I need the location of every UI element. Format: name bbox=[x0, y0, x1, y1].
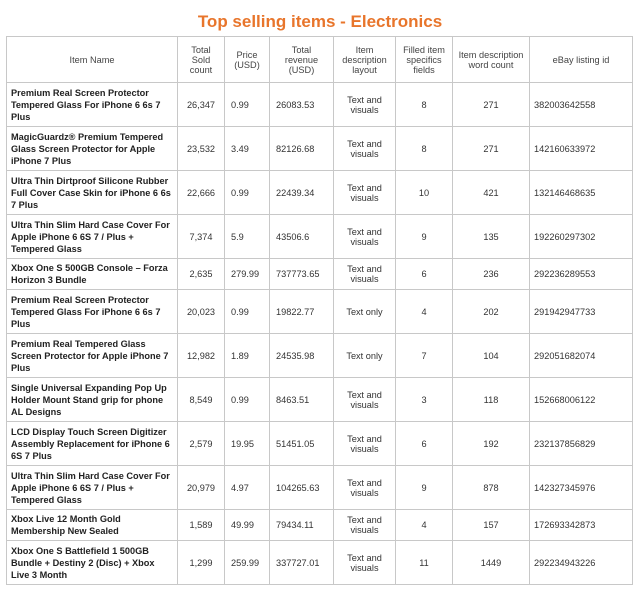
cell-total-sold: 20,023 bbox=[178, 290, 225, 334]
cell-total-revenue: 8463.51 bbox=[270, 378, 334, 422]
cell-word-count: 118 bbox=[453, 378, 530, 422]
cell-total-revenue: 24535.98 bbox=[270, 334, 334, 378]
cell-listing-id: 192260297302 bbox=[530, 215, 633, 259]
cell-listing-id: 152668006122 bbox=[530, 378, 633, 422]
cell-total-revenue: 19822.77 bbox=[270, 290, 334, 334]
cell-total-sold: 12,982 bbox=[178, 334, 225, 378]
cell-price: 0.99 bbox=[225, 171, 270, 215]
table-row bbox=[7, 334, 633, 378]
cell-price: 279.99 bbox=[225, 259, 270, 290]
table-row bbox=[7, 83, 633, 127]
cell-item-name: Premium Real Screen Protector Tempered Glass For iPhone 6 6s 7 Plus bbox=[7, 83, 178, 127]
cell-listing-id: 292234943226 bbox=[530, 541, 633, 585]
cell-word-count: 157 bbox=[453, 510, 530, 541]
table-row bbox=[7, 215, 633, 259]
cell-word-count: 135 bbox=[453, 215, 530, 259]
cell-listing-id: 291942947733 bbox=[530, 290, 633, 334]
table-row bbox=[7, 127, 633, 171]
table-row bbox=[7, 171, 633, 215]
cell-price: 49.99 bbox=[225, 510, 270, 541]
cell-specifics-fields: 7 bbox=[396, 334, 453, 378]
header-item-name: Item Name bbox=[7, 37, 178, 83]
header-word-count: Item description word count bbox=[453, 37, 530, 83]
cell-specifics-fields: 9 bbox=[396, 215, 453, 259]
cell-word-count: 192 bbox=[453, 422, 530, 466]
cell-listing-id: 382003642558 bbox=[530, 83, 633, 127]
cell-specifics-fields: 11 bbox=[396, 541, 453, 585]
cell-price: 259.99 bbox=[225, 541, 270, 585]
cell-price: 1.89 bbox=[225, 334, 270, 378]
cell-word-count: 271 bbox=[453, 127, 530, 171]
cell-word-count: 236 bbox=[453, 259, 530, 290]
header-listing-id: eBay listing id bbox=[530, 37, 633, 83]
cell-description-layout: Text and visuals bbox=[334, 215, 396, 259]
cell-total-sold: 26,347 bbox=[178, 83, 225, 127]
cell-total-sold: 8,549 bbox=[178, 378, 225, 422]
cell-listing-id: 292051682074 bbox=[530, 334, 633, 378]
table-header-row bbox=[7, 37, 633, 83]
cell-item-name: Premium Real Tempered Glass Screen Protector for Apple iPhone 7 Plus bbox=[7, 334, 178, 378]
header-total-sold: Total Sold count bbox=[178, 37, 225, 83]
cell-price: 4.97 bbox=[225, 466, 270, 510]
cell-description-layout: Text and visuals bbox=[334, 378, 396, 422]
cell-total-revenue: 737773.65 bbox=[270, 259, 334, 290]
cell-word-count: 1449 bbox=[453, 541, 530, 585]
cell-word-count: 104 bbox=[453, 334, 530, 378]
cell-total-sold: 1,299 bbox=[178, 541, 225, 585]
table-row bbox=[7, 259, 633, 290]
table-row bbox=[7, 378, 633, 422]
cell-total-revenue: 104265.63 bbox=[270, 466, 334, 510]
cell-listing-id: 292236289553 bbox=[530, 259, 633, 290]
cell-listing-id: 172693342873 bbox=[530, 510, 633, 541]
cell-listing-id: 132146468635 bbox=[530, 171, 633, 215]
header-description-layout: Item description layout bbox=[334, 37, 396, 83]
cell-total-revenue: 51451.05 bbox=[270, 422, 334, 466]
cell-total-revenue: 26083.53 bbox=[270, 83, 334, 127]
cell-price: 0.99 bbox=[225, 290, 270, 334]
cell-listing-id: 142327345976 bbox=[530, 466, 633, 510]
cell-item-name: Xbox One S Battlefield 1 500GB Bundle + Destiny 2 (Disc) + Xbox Live 3 Month bbox=[7, 541, 178, 585]
cell-total-sold: 23,532 bbox=[178, 127, 225, 171]
cell-description-layout: Text and visuals bbox=[334, 510, 396, 541]
cell-specifics-fields: 10 bbox=[396, 171, 453, 215]
cell-price: 0.99 bbox=[225, 378, 270, 422]
cell-item-name: Xbox Live 12 Month Gold Membership New Sealed bbox=[7, 510, 178, 541]
electronics-table bbox=[6, 36, 633, 585]
cell-specifics-fields: 4 bbox=[396, 510, 453, 541]
cell-description-layout: Text only bbox=[334, 290, 396, 334]
cell-description-layout: Text and visuals bbox=[334, 466, 396, 510]
cell-specifics-fields: 8 bbox=[396, 127, 453, 171]
cell-description-layout: Text and visuals bbox=[334, 541, 396, 585]
cell-word-count: 421 bbox=[453, 171, 530, 215]
cell-total-revenue: 79434.11 bbox=[270, 510, 334, 541]
table-row bbox=[7, 290, 633, 334]
cell-item-name: Single Universal Expanding Pop Up Holder Mount Stand grip for phone AL Designs bbox=[7, 378, 178, 422]
cell-total-sold: 2,635 bbox=[178, 259, 225, 290]
cell-specifics-fields: 6 bbox=[396, 259, 453, 290]
cell-word-count: 202 bbox=[453, 290, 530, 334]
cell-listing-id: 142160633972 bbox=[530, 127, 633, 171]
cell-listing-id: 232137856829 bbox=[530, 422, 633, 466]
cell-word-count: 878 bbox=[453, 466, 530, 510]
cell-total-sold: 1,589 bbox=[178, 510, 225, 541]
table-row bbox=[7, 510, 633, 541]
cell-price: 5.9 bbox=[225, 215, 270, 259]
cell-item-name: Ultra Thin Dirtproof Silicone Rubber Full Cover Case Skin for iPhone 6 6s 7 Plus bbox=[7, 171, 178, 215]
table-row bbox=[7, 466, 633, 510]
cell-item-name: Ultra Thin Slim Hard Case Cover For Apple iPhone 6 6S 7 / Plus + Tempered Glass bbox=[7, 215, 178, 259]
cell-specifics-fields: 4 bbox=[396, 290, 453, 334]
table-row bbox=[7, 541, 633, 585]
cell-word-count: 271 bbox=[453, 83, 530, 127]
cell-description-layout: Text and visuals bbox=[334, 127, 396, 171]
cell-price: 19.95 bbox=[225, 422, 270, 466]
cell-total-sold: 20,979 bbox=[178, 466, 225, 510]
cell-total-revenue: 43506.6 bbox=[270, 215, 334, 259]
cell-price: 3.49 bbox=[225, 127, 270, 171]
header-specifics-fields: Filled item specifics fields bbox=[396, 37, 453, 83]
cell-price: 0.99 bbox=[225, 83, 270, 127]
cell-item-name: Xbox One S 500GB Console – Forza Horizon 3 Bundle bbox=[7, 259, 178, 290]
cell-total-revenue: 82126.68 bbox=[270, 127, 334, 171]
page-title: Top selling items - Electronics bbox=[197, 12, 443, 31]
cell-specifics-fields: 6 bbox=[396, 422, 453, 466]
cell-description-layout: Text only bbox=[334, 334, 396, 378]
cell-item-name: MagicGuardz® Premium Tempered Glass Screen Protector for Apple iPhone 7 Plus bbox=[7, 127, 178, 171]
cell-specifics-fields: 8 bbox=[396, 83, 453, 127]
table-row bbox=[7, 422, 633, 466]
cell-description-layout: Text and visuals bbox=[334, 171, 396, 215]
cell-specifics-fields: 9 bbox=[396, 466, 453, 510]
cell-item-name: LCD Display Touch Screen Digitizer Assembly Replacement for iPhone 6 6S 7 Plus bbox=[7, 422, 178, 466]
cell-total-sold: 7,374 bbox=[178, 215, 225, 259]
cell-description-layout: Text and visuals bbox=[334, 83, 396, 127]
cell-total-sold: 22,666 bbox=[178, 171, 225, 215]
cell-total-revenue: 22439.34 bbox=[270, 171, 334, 215]
header-price: Price (USD) bbox=[225, 37, 270, 83]
cell-total-revenue: 337727.01 bbox=[270, 541, 334, 585]
cell-description-layout: Text and visuals bbox=[334, 259, 396, 290]
cell-description-layout: Text and visuals bbox=[334, 422, 396, 466]
cell-specifics-fields: 3 bbox=[396, 378, 453, 422]
header-total-revenue: Total revenue (USD) bbox=[270, 37, 334, 83]
cell-item-name: Premium Real Screen Protector Tempered Glass For iPhone 6 6s 7 Plus bbox=[7, 290, 178, 334]
cell-item-name: Ultra Thin Slim Hard Case Cover For Apple iPhone 6 6S 7 / Plus + Tempered Glass bbox=[7, 466, 178, 510]
cell-total-sold: 2,579 bbox=[178, 422, 225, 466]
